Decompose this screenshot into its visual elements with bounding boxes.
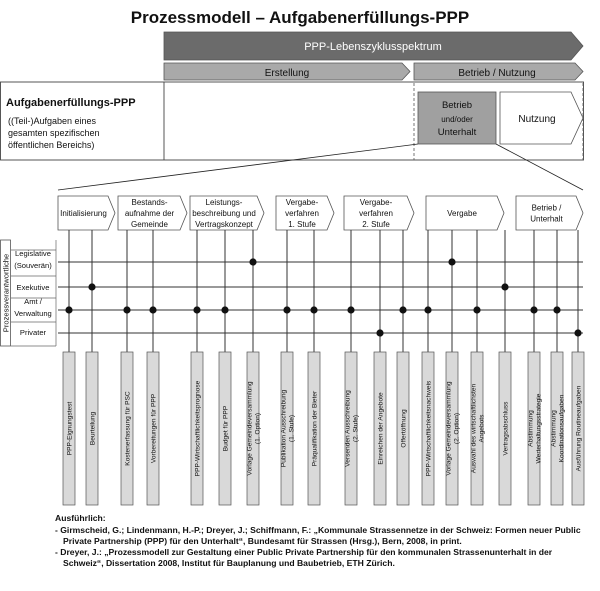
task-responsibility-dot xyxy=(553,306,560,313)
betrieb-box-line: Unterhalt xyxy=(437,127,477,138)
task-responsibility-dot xyxy=(123,306,130,313)
task-label: Vorlage Gemeindeversammlung xyxy=(246,381,254,476)
task-responsibility-dot xyxy=(310,306,317,313)
task-label: Beurteilung xyxy=(89,411,97,446)
process-step-label: 1. Stufe xyxy=(288,220,316,229)
task-label: Vorbereitungen für PPP xyxy=(150,393,158,464)
process-step-label: verfahren xyxy=(359,209,393,218)
task-responsibility-dot xyxy=(221,306,228,313)
left-panel-subtitle-line: gesamten spezifischen xyxy=(8,128,100,138)
process-step-arrow xyxy=(516,196,583,230)
task-label: Publikation Ausschreibung xyxy=(280,389,288,468)
process-step-label: Gemeinde xyxy=(131,220,168,229)
task-responsibility-dot xyxy=(88,283,95,290)
references-title: Ausführlich: xyxy=(55,513,106,523)
zoom-line-right xyxy=(496,144,583,190)
task-label: Kostenerfassung für PSC xyxy=(124,391,132,466)
role-label: Amt / xyxy=(24,297,42,306)
task-label: Einreichen der Angebote xyxy=(377,392,385,465)
task-responsibility-dot xyxy=(249,258,256,265)
process-step-label: 2. Stufe xyxy=(362,220,390,229)
task-label: PPP-Eignungstest xyxy=(66,401,74,456)
left-panel-subtitle-line: öffentlichen Bereichs) xyxy=(8,140,95,150)
task-responsibility-dot xyxy=(574,329,581,336)
process-step-label: Initialisierung xyxy=(60,209,107,218)
diagram-title: Prozessmodell – Aufgabenerfüllungs-PPP xyxy=(130,8,470,27)
left-panel-subtitle-line: ((Teil-)Aufgaben eines xyxy=(8,116,97,126)
task-label: Abstimmung xyxy=(550,410,558,447)
roles-vertical-label: Prozessverantwortliche xyxy=(1,253,11,333)
process-step-label: verfahren xyxy=(285,209,319,218)
task-label: Koordinationsaufgaben xyxy=(558,394,566,463)
process-step-label: Leistungs- xyxy=(205,198,243,207)
task-responsibility-dot xyxy=(193,306,200,313)
betrieb-box-line: und/oder xyxy=(441,115,473,124)
task-label: Vorlage Gemeindeversammlung xyxy=(445,381,453,476)
task-responsibility-dot xyxy=(448,258,455,265)
task-label: PPP-Wirtschaftlichkeitsprognose xyxy=(194,380,202,477)
task-responsibility-dot xyxy=(347,306,354,313)
process-step-label: Vergabe- xyxy=(359,198,393,207)
process-step-label: Vergabe- xyxy=(285,198,319,207)
task-label: Auswahl des wirtschaftlichsten xyxy=(470,383,478,474)
nutzung-label: Nutzung xyxy=(518,114,556,125)
phase-label-erstellung: Erstellung xyxy=(264,68,310,79)
task-responsibility-dot xyxy=(399,306,406,313)
reference-1: - Girmscheid, G.; Lindenmann, H.-P.; Dreyer, J.; Schiffmann, F.: „Kommunale Strassennetze in der Schweiz: Formen neuer Public Private Partnership (PPP) für den Unterhalt“, Bundesamt für Strassen (Hrsg.), Bern, 2008, in print. xyxy=(55,525,581,546)
task-label: Angebots xyxy=(478,414,486,443)
task-label: Ausführung Routineaufgaben xyxy=(575,385,583,472)
betrieb-box-line: Betrieb xyxy=(441,100,473,111)
process-step-label: Vergabe xyxy=(447,209,477,218)
task-label: Vertragsabschluss xyxy=(502,401,510,456)
references-block xyxy=(55,513,595,569)
task-label: PPP-Wirtschaftlichkeitsnachweis xyxy=(425,380,433,477)
task-label: Budget für PPP xyxy=(222,405,230,452)
role-label: Exekutive xyxy=(16,283,50,292)
process-step-label: beschreibung und xyxy=(192,209,256,218)
task-label: (1. Stufe) xyxy=(288,414,296,443)
task-responsibility-dot xyxy=(473,306,480,313)
zoom-line-left xyxy=(58,144,418,190)
process-step-label: Unterhalt xyxy=(530,214,563,224)
task-responsibility-dot xyxy=(501,283,508,290)
role-label: Legislative xyxy=(15,249,51,258)
role-label: Verwaltung xyxy=(14,309,52,318)
process-step-label: Vertragskonzept xyxy=(195,220,253,229)
task-label: Werterhaltungsstrategie xyxy=(535,393,543,464)
process-step-label: Betrieb / xyxy=(531,203,562,213)
reference-2: - Dreyer, J.: „Prozessmodell zur Gestaltung einer Public Private Partnership für den kommunalen Strassenunterhalt in der Schweiz“, Dissertation 2008, Institut für Bauplanung und Baubetrieb, ETH Zürich. xyxy=(55,547,553,568)
process-step-label: aufnahme der xyxy=(124,209,175,218)
spectrum-label: PPP-Lebenszyklusspektrum xyxy=(304,41,442,53)
task-responsibility-dot xyxy=(283,306,290,313)
task-label: (2. Stufe) xyxy=(352,414,360,443)
task-label: Präqualifikation der Bieter xyxy=(311,390,319,467)
role-label: (Souverän) xyxy=(14,261,52,270)
task-responsibility-dot xyxy=(65,306,72,313)
task-label: Abstimmung xyxy=(527,410,535,447)
phase-label-betrieb: Betrieb / Nutzung xyxy=(458,68,536,79)
task-label: (1. Option) xyxy=(254,412,262,445)
task-label: Versenden Ausschreibung xyxy=(344,390,352,467)
task-responsibility-dot xyxy=(149,306,156,313)
process-step-label: Bestands- xyxy=(131,198,168,207)
task-label: (2. Option) xyxy=(453,412,461,445)
role-label: Privater xyxy=(19,328,47,337)
task-responsibility-dot xyxy=(424,306,431,313)
task-responsibility-dot xyxy=(376,329,383,336)
left-panel-title: Aufgabenerfüllungs-PPP xyxy=(6,97,136,109)
task-label: Offertöffnung xyxy=(400,409,408,448)
task-responsibility-dot xyxy=(530,306,537,313)
